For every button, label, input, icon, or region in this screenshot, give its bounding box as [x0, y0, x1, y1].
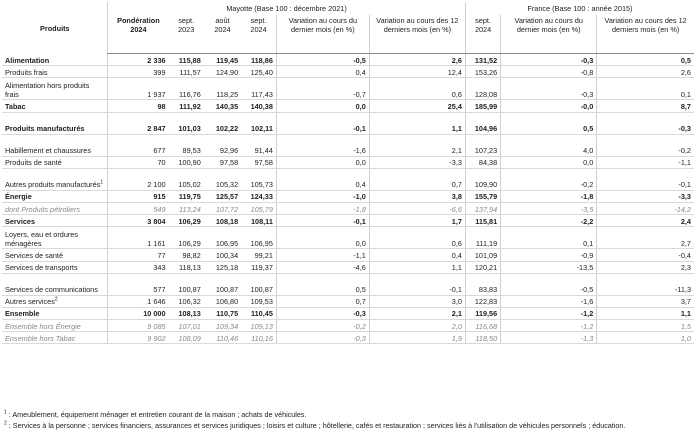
aout2024-header: août 2024	[204, 15, 241, 54]
aout2024-cell: 110,46	[204, 332, 241, 344]
france-sept2024-cell: 111,19	[465, 227, 500, 249]
aout2024-cell: 106,80	[204, 295, 241, 307]
variation-month-cell: 0,0	[276, 227, 369, 249]
variation-12months-cell: 3,0	[369, 295, 465, 307]
sept2023-cell: 107,01	[169, 320, 204, 332]
variation-month-cell: 0,0	[276, 100, 369, 112]
variation-12months-header: Variation au cours des 12 derniers mois (en %)	[369, 15, 465, 54]
table-body	[2, 54, 694, 344]
ponderation-cell: 77	[108, 249, 169, 261]
ponderation-cell: 577	[108, 273, 169, 295]
france-sept2024-cell: 119,56	[465, 307, 500, 319]
sept2024-cell: 110,45	[241, 307, 276, 319]
sept2023-cell: 89,53	[169, 134, 204, 156]
variation-month-cell: -0,5	[276, 54, 369, 66]
ponderation-cell: 10 000	[108, 307, 169, 319]
product-label-cell	[2, 295, 108, 307]
sept2024-cell: 108,11	[241, 215, 276, 227]
aout2024-cell: 125,18	[204, 261, 241, 273]
variation-12months-cell: 12,4	[369, 66, 465, 78]
footnote-ref: 2	[54, 296, 58, 303]
ponderation-cell: 677	[108, 134, 169, 156]
sept2024-cell: 110,16	[241, 332, 276, 344]
product-label-cell	[2, 273, 108, 295]
product-label: Ensemble	[5, 309, 40, 319]
france-variation-12months-cell: 8,7	[597, 100, 694, 112]
ponderation-cell: 2 100	[108, 168, 169, 190]
france-variation-month-cell: -1,8	[501, 190, 597, 202]
table-row	[2, 156, 694, 168]
table-row	[2, 307, 694, 319]
table-row	[2, 66, 694, 78]
aout2024-cell: 119,45	[204, 54, 241, 66]
product-label: Services de santé	[5, 250, 64, 260]
france-sept2024-cell: 109,90	[465, 168, 500, 190]
aout2024-cell: 124,90	[204, 66, 241, 78]
sept2023-cell: 100,87	[169, 273, 204, 295]
table-row	[2, 261, 694, 273]
france-variation-12months-header: Variation au cours des 12 derniers mois (en %)	[597, 15, 694, 54]
table-row	[2, 190, 694, 202]
sept2023-cell: 115,88	[169, 54, 204, 66]
variation-month-cell: 0,0	[276, 156, 369, 168]
aout2024-cell: 100,34	[204, 249, 241, 261]
france-sept2024-cell: 107,23	[465, 134, 500, 156]
footnote-2-text: : Services à la personne ; services financiers, assurances et services juridiques ; loisirs et culture ; hôtellerie, cafés et restauration ; services liés à l'utilisation de véhicules personnels ; éducation.	[6, 421, 626, 430]
aout2024-cell: 97,58	[204, 156, 241, 168]
france-sept2024-cell: 155,79	[465, 190, 500, 202]
france-variation-12months-cell: 1,0	[597, 332, 694, 344]
ponderation-cell: 2 336	[108, 54, 169, 66]
france-variation-12months-cell: -14,2	[597, 202, 694, 214]
sept2024-cell: 124,33	[241, 190, 276, 202]
sept2024-cell: 106,95	[241, 227, 276, 249]
product-label: Tabac	[5, 101, 26, 111]
france-variation-12months-cell: -3,3	[597, 190, 694, 202]
france-variation-12months-cell: 1,1	[597, 307, 694, 319]
ponderation-cell: 1 646	[108, 295, 169, 307]
variation-month-cell: -1,0	[276, 190, 369, 202]
sept2023-cell: 100,90	[169, 156, 204, 168]
sept2023-header: sept. 2023	[169, 15, 204, 54]
product-label: Services de transports	[5, 263, 78, 273]
price-index-table	[2, 2, 694, 344]
france-variation-month-cell: 4,0	[501, 134, 597, 156]
variation-12months-cell: -3,3	[369, 156, 465, 168]
variation-12months-cell: -0,1	[369, 273, 465, 295]
france-variation-month-cell: 0,5	[501, 112, 597, 134]
table-row	[2, 100, 694, 112]
sept2023-cell: 108,13	[169, 307, 204, 319]
product-label: Produits frais	[5, 67, 48, 77]
product-label: Autres produits manufacturés	[5, 180, 101, 190]
product-label-cell	[2, 78, 108, 100]
product-label-cell	[2, 202, 108, 214]
ponderation-cell: 9 902	[108, 332, 169, 344]
sept2024-cell: 117,43	[241, 78, 276, 100]
ponderation-cell: 9 085	[108, 320, 169, 332]
sept2024-cell: 109,53	[241, 295, 276, 307]
product-label: Produits de santé	[5, 158, 62, 168]
france-variation-12months-cell: 0,1	[597, 78, 694, 100]
variation-12months-cell: 2,6	[369, 54, 465, 66]
france-variation-month-cell: -3,5	[501, 202, 597, 214]
table-row	[2, 202, 694, 214]
product-label: Ensemble hors Énergie	[5, 321, 81, 331]
ponderation-cell: 343	[108, 261, 169, 273]
ponderation-cell: 549	[108, 202, 169, 214]
sept2023-cell: 108,09	[169, 332, 204, 344]
product-label-cell	[2, 112, 108, 134]
product-label: Habillement et chaussures	[5, 145, 91, 155]
france-variation-12months-cell: -0,1	[597, 168, 694, 190]
footnote-1-text: : Ameublement, équipement ménager et entretien courant de la maison ; achats de véhicules.	[6, 410, 307, 419]
product-label-cell	[2, 307, 108, 319]
aout2024-cell: 108,18	[204, 215, 241, 227]
variation-12months-cell: 0,4	[369, 249, 465, 261]
variation-12months-cell: 1,1	[369, 112, 465, 134]
variation-12months-cell: 2,1	[369, 134, 465, 156]
france-variation-month-cell: -0,9	[501, 249, 597, 261]
product-label-cell	[2, 156, 108, 168]
table-header	[2, 2, 694, 54]
ponderation-cell: 70	[108, 156, 169, 168]
france-variation-12months-cell: -11,3	[597, 273, 694, 295]
aout2024-cell: 140,35	[204, 100, 241, 112]
aout2024-cell: 118,25	[204, 78, 241, 100]
france-variation-month-cell: 0,1	[501, 227, 597, 249]
table-row	[2, 78, 694, 100]
footnote-1	[4, 410, 306, 419]
france-variation-month-cell: -0,3	[501, 54, 597, 66]
variation-12months-cell: 3,8	[369, 190, 465, 202]
product-label: Alimentation	[5, 55, 50, 65]
table-row	[2, 320, 694, 332]
product-label: Loyers, eau et ordures ménagères	[5, 230, 79, 248]
table-row	[2, 249, 694, 261]
france-variation-12months-cell: -0,3	[597, 112, 694, 134]
product-label-cell	[2, 190, 108, 202]
variation-month-cell: -0,7	[276, 78, 369, 100]
product-label: Services	[5, 216, 36, 226]
table-row	[2, 112, 694, 134]
table-row	[2, 227, 694, 249]
product-label: Ensemble hors Tabac	[5, 333, 76, 343]
product-label: Alimentation hors produits frais	[5, 81, 90, 99]
aout2024-cell: 107,72	[204, 202, 241, 214]
france-variation-12months-cell: -0,4	[597, 249, 694, 261]
france-variation-month-cell: -1,6	[501, 295, 597, 307]
variation-month-cell: -1,1	[276, 249, 369, 261]
variation-month-cell: -0,3	[276, 332, 369, 344]
france-variation-12months-cell: 2,7	[597, 227, 694, 249]
table-row	[2, 332, 694, 344]
variation-month-cell: -0,1	[276, 215, 369, 227]
variation-month-cell: 0,5	[276, 273, 369, 295]
france-variation-12months-cell: 2,4	[597, 215, 694, 227]
product-label: Services de communications	[5, 285, 98, 295]
france-sept2024-cell: 115,81	[465, 215, 500, 227]
table-row	[2, 54, 694, 66]
france-variation-month-cell: -13,5	[501, 261, 597, 273]
ponderation-cell: 3 804	[108, 215, 169, 227]
variation-12months-cell: 1,9	[369, 332, 465, 344]
variation-month-cell: -1,8	[276, 202, 369, 214]
aout2024-cell: 92,96	[204, 134, 241, 156]
sept2023-cell: 111,57	[169, 66, 204, 78]
sept2023-cell: 106,29	[169, 227, 204, 249]
footnote-1-mark: 1	[4, 409, 7, 416]
product-label-cell	[2, 320, 108, 332]
aout2024-cell: 106,95	[204, 227, 241, 249]
variation-month-cell: 0,7	[276, 295, 369, 307]
product-label-cell	[2, 227, 108, 249]
footnote-2	[4, 421, 625, 430]
product-label-cell	[2, 215, 108, 227]
product-label-cell	[2, 332, 108, 344]
product-label-cell	[2, 249, 108, 261]
sept2023-cell: 118,13	[169, 261, 204, 273]
sept2024-cell: 109,13	[241, 320, 276, 332]
sept2024-cell: 102,11	[241, 112, 276, 134]
table-row	[2, 215, 694, 227]
sept2024-header: sept. 2024	[241, 15, 276, 54]
france-variation-month-cell: -0,8	[501, 66, 597, 78]
variation-12months-cell: 0,6	[369, 78, 465, 100]
table-row	[2, 273, 694, 295]
sept2023-cell: 111,92	[169, 100, 204, 112]
france-variation-12months-cell: -1,1	[597, 156, 694, 168]
france-sept2024-cell: 84,38	[465, 156, 500, 168]
aout2024-cell: 102,22	[204, 112, 241, 134]
variation-month-cell: 0,4	[276, 66, 369, 78]
variation-month-cell: -0,2	[276, 320, 369, 332]
variation-12months-cell: 0,6	[369, 227, 465, 249]
france-variation-12months-cell: -0,2	[597, 134, 694, 156]
france-variation-month-cell: 0,0	[501, 156, 597, 168]
variation-month-cell: -1,6	[276, 134, 369, 156]
france-variation-month-header: Variation au cours du dernier mois (en %)	[501, 15, 597, 54]
sept2023-cell: 113,24	[169, 202, 204, 214]
variation-12months-cell: -6,6	[369, 202, 465, 214]
product-label-cell	[2, 168, 108, 190]
sept2023-cell: 105,02	[169, 168, 204, 190]
sept2024-cell: 125,40	[241, 66, 276, 78]
sept2024-cell: 105,79	[241, 202, 276, 214]
sept2023-cell: 101,03	[169, 112, 204, 134]
sept2024-cell: 140,38	[241, 100, 276, 112]
aout2024-cell: 100,87	[204, 273, 241, 295]
footnote-ref: 1	[100, 179, 104, 186]
variation-month-cell: -0,1	[276, 112, 369, 134]
sept2023-cell: 106,32	[169, 295, 204, 307]
sept2024-cell: 105,73	[241, 168, 276, 190]
variation-month-cell: 0,4	[276, 168, 369, 190]
ponderation-cell: 1 161	[108, 227, 169, 249]
sept2023-cell: 106,29	[169, 215, 204, 227]
france-group-header: France (Base 100 : année 2015)	[465, 2, 694, 15]
france-variation-month-cell: -1,3	[501, 332, 597, 344]
france-sept2024-cell: 101,09	[465, 249, 500, 261]
sept2023-cell: 119,75	[169, 190, 204, 202]
france-sept2024-cell: 116,68	[465, 320, 500, 332]
produits-header: Produits	[40, 23, 70, 33]
variation-12months-cell: 1,1	[369, 261, 465, 273]
sept2024-cell: 118,86	[241, 54, 276, 66]
france-variation-12months-cell: 2,6	[597, 66, 694, 78]
france-sept2024-cell: 185,99	[465, 100, 500, 112]
aout2024-cell: 125,57	[204, 190, 241, 202]
mayotte-group-header: Mayotte (Base 100 : décembre 2021)	[108, 2, 466, 15]
ponderation-header: Pondération 2024	[108, 15, 169, 54]
france-variation-month-cell: -0,5	[501, 273, 597, 295]
sept2024-cell: 99,21	[241, 249, 276, 261]
product-label: Autres services	[5, 297, 55, 307]
footnote-2-mark: 2	[4, 420, 7, 427]
variation-12months-cell: 2,0	[369, 320, 465, 332]
france-sept2024-cell: 153,26	[465, 66, 500, 78]
sept2023-cell: 116,76	[169, 78, 204, 100]
aout2024-cell: 110,75	[204, 307, 241, 319]
france-sept2024-cell: 131,52	[465, 54, 500, 66]
france-sept2024-cell: 83,83	[465, 273, 500, 295]
france-variation-month-cell: -0,0	[501, 100, 597, 112]
ponderation-cell: 1 937	[108, 78, 169, 100]
sept2024-cell: 100,87	[241, 273, 276, 295]
table-row	[2, 134, 694, 156]
variation-12months-cell: 0,7	[369, 168, 465, 190]
france-variation-12months-cell: 2,3	[597, 261, 694, 273]
product-label-cell	[2, 54, 108, 66]
france-variation-month-cell: -0,2	[501, 168, 597, 190]
variation-month-cell: -0,3	[276, 307, 369, 319]
france-sept2024-header: sept. 2024	[465, 15, 500, 54]
france-sept2024-cell: 137,94	[465, 202, 500, 214]
ponderation-cell: 98	[108, 100, 169, 112]
france-variation-month-cell: -1,2	[501, 307, 597, 319]
aout2024-cell: 105,32	[204, 168, 241, 190]
table-row	[2, 295, 694, 307]
france-variation-month-cell: -0,3	[501, 78, 597, 100]
table-row	[2, 168, 694, 190]
product-label-cell	[2, 66, 108, 78]
variation-month-cell: -4,6	[276, 261, 369, 273]
france-variation-month-cell: -1,2	[501, 320, 597, 332]
sept2024-cell: 97,58	[241, 156, 276, 168]
aout2024-cell: 109,34	[204, 320, 241, 332]
france-sept2024-cell: 128,08	[465, 78, 500, 100]
ponderation-cell: 2 847	[108, 112, 169, 134]
variation-12months-cell: 1,7	[369, 215, 465, 227]
france-variation-month-cell: -2,2	[501, 215, 597, 227]
product-label-cell	[2, 261, 108, 273]
france-sept2024-cell: 118,50	[465, 332, 500, 344]
france-variation-12months-cell: 3,7	[597, 295, 694, 307]
ponderation-cell: 915	[108, 190, 169, 202]
ponderation-cell: 399	[108, 66, 169, 78]
product-label: dont Produits pétroliers	[5, 204, 81, 214]
product-label: Énergie	[5, 192, 32, 202]
product-label-cell	[2, 134, 108, 156]
sept2023-cell: 98,82	[169, 249, 204, 261]
sept2024-cell: 119,37	[241, 261, 276, 273]
france-sept2024-cell: 122,83	[465, 295, 500, 307]
product-label: Produits manufacturés	[5, 123, 85, 133]
variation-month-header: Variation au cours du dernier mois (en %)	[276, 15, 369, 54]
product-label-cell	[2, 100, 108, 112]
france-sept2024-cell: 120,21	[465, 261, 500, 273]
variation-12months-cell: 25,4	[369, 100, 465, 112]
france-variation-12months-cell: 0,5	[597, 54, 694, 66]
france-sept2024-cell: 104,96	[465, 112, 500, 134]
france-variation-12months-cell: 1,5	[597, 320, 694, 332]
variation-12months-cell: 2,1	[369, 307, 465, 319]
sept2024-cell: 91,44	[241, 134, 276, 156]
